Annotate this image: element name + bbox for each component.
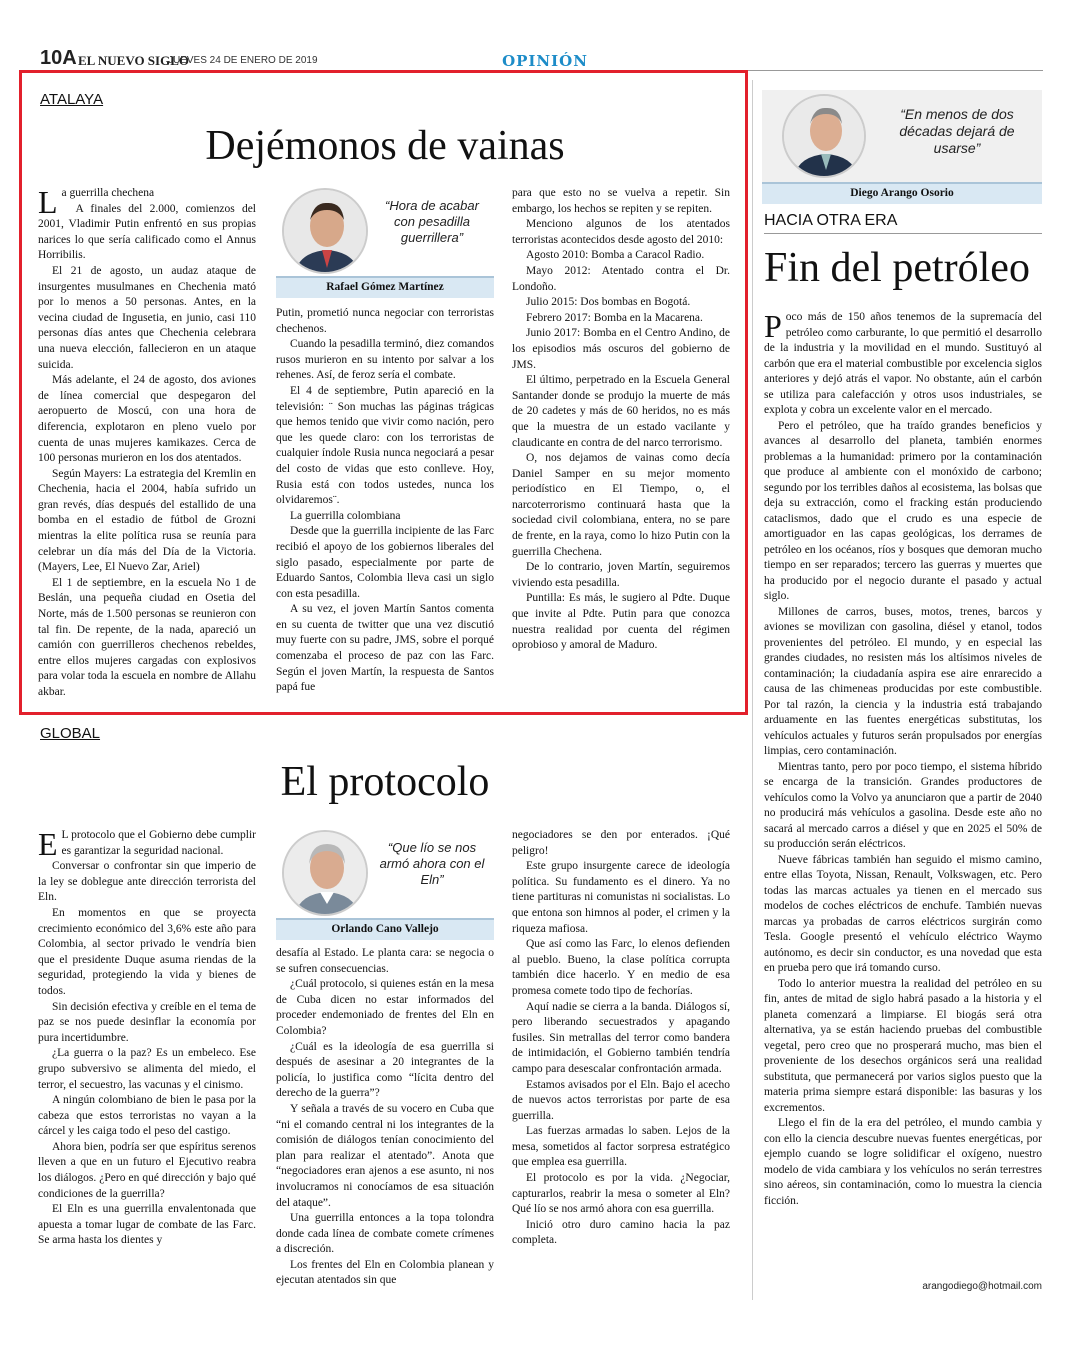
article2-paragraph: Sin decisión efectiva y creíble en el tema de paz se nos puede desinflar la economía por pura incertidumbre. <box>38 1000 256 1044</box>
article2-dropcap: E <box>38 828 58 862</box>
highlight-frame <box>19 70 748 715</box>
article1-paragraph: De lo contrario, joven Martín, seguiremos viviendo esta pesadilla. <box>512 561 730 589</box>
article3-author-name: Diego Arango Osorio <box>762 182 1042 204</box>
article1-paragraph: Puntilla: Es más, le sugiero al Pdte. Duque que invite al Pdte. Putin para que conozca nuestra realidad por cuenta del régimen oprobioso y amoral de Maduro. <box>512 592 730 652</box>
article1-paragraph: Putin, prometió nunca negociar con terroristas chechenos. <box>276 307 494 335</box>
article2-author-name: Orlando Cano Vallejo <box>276 918 494 940</box>
kicker-rule <box>764 233 1042 234</box>
author-portrait-icon <box>784 96 866 178</box>
article1-author-quote: “Hora de acabar con pesadilla guerrillera” <box>385 198 479 245</box>
article1-kicker: ATALAYA <box>40 91 104 108</box>
article2-paragraph: Que así como las Farc, lo elenos defienden al pueblo. Bueno, la clase política corrupta también dice hacerlo. Y en medio de esa promesa comete todo tipo de fechorías. <box>512 938 730 997</box>
article1-paragraph: A su vez, el joven Martín Santos comenta en su cuenta de twitter que una vez discutió muy fuerte con su padre, JMS, sobre el porqué comenzaba el proceso de paz con las Farc. Según el joven Martín, la respuesta de Santos papá fue <box>276 603 494 694</box>
article1-paragraph: El 21 de agosto, un audaz ataque de insurgentes musulmanes en Chechenia mató por lo menos a 50 personas. Antes, en la vecina ciudad de Ingusetia, en junio, casi 110 personas días antes que Chechenia celebrara una nueva elección, fallecieron en un ataque suicida. <box>38 264 256 371</box>
article2-paragraph: El protocolo es por la vida. ¿Negociar, capturarlos, reabrir la mesa o someter al Eln? Qué lío se nos armó ahora con esa guerrilla. <box>512 1172 730 1216</box>
article2-paragraph: Inició otro duro camino hacia la paz completa. <box>512 1218 730 1247</box>
article2-paragraph: Este grupo insurgente carece de ideología política. Su fundamento es el dinero. Ya no tiene partituras ni comunistas ni socialistas. Lo que entona son himnos al poder, el crimen y la riqueza mafiosa. <box>512 860 730 935</box>
article2-paragraph: Conversar o confrontar sin que imperio de la ley se doblegue ante dirección terrorista del Eln. <box>38 860 256 904</box>
article3-author-quote: “En menos de dos décadas dejará de usarse” <box>899 106 1015 156</box>
article3-paragraph: Llego el fin de la era del petróleo, el mundo cambia y con ello la ciencia descubre nuevas fuentes energéticas, por ejemplo cuando se logre solidificar el oxígeno, nuestro modelo de vida cambiara y los vehículos no serán terrestres sino aéreos, sin contaminación, como lo muestra la ciencia ficción. <box>764 1117 1042 1207</box>
article2-paragraph: Las fuerzas armadas lo saben. Lejos de la mesa, sometidos al factor sorpresa estratégico que emplea esa guerrilla. <box>512 1125 730 1169</box>
article3-paragraph: Todo lo anterior muestra la realidad del petróleo en su fin, antes de mitad de siglo habrá pasado a la historia y el planeta comenzará a limpiarse. El biogás será otra alternativa, ya se están haciendo pruebas del combustible vegetal, pero creo que no prosperará mucho, mas bien el proveniente de los desechos orgánicos será una realidad substituta, que permanecerá por varios siglos puesto que la materia prima siempre estará disponible: las basuras y los excrementos. <box>764 977 1042 1114</box>
article1-list-item: Julio 2015: Dos bombas en Bogotá. <box>526 296 691 309</box>
article2-paragraph: Ahora bien, podría ser que espíritus serenos lleven a que en un futuro el Ejecutivo reabra los diálogos. ¿Pero en qué dirección y bajo qué condiciones de la guerrilla? <box>38 1140 256 1200</box>
article2-paragraph: ¿Cuál protocolo, si quienes están en la mesa de Cuba dicen no estar informados del proceder endemoniado de frentes del Eln en Colombia? <box>276 978 494 1037</box>
article3-paragraph: Nueve fábricas también han seguido el mismo camino, entre ellas Toyota, Nissan, Renault, Volkswagen, etc. Pero todas las marcas actuales ya tienen en el mercado sus modelos de coches eléctricos de enchufe. También nuevas marcas ya probadas de carros eléctricos surgirán como Tesla. Google presentó el vehículo eléctrico Waymo autónomo, es decir sin conductor, es una novedad que esta en prueba pero que irá tomando curso. <box>764 853 1042 974</box>
article2-column-1 <box>38 828 256 1294</box>
article1-paragraph: Desde que la guerrilla incipiente de las Farc recibió el apoyo de los gobiernos liberales del siglo pasado, especialmente por parte de Eduardo Santos, Colombia lleva casi un siglo con esta pesadilla. <box>276 525 494 600</box>
article2-paragraph: En momentos en que se proyecta crecimiento económico del 3,6% este año para Colombia, al sector privado le vendría bien que el presidente Duque asuma riendas de la seguridad, protegiendo la vida y bienes de todos. <box>38 906 256 997</box>
article1-paragraph: Menciono algunos de los atentados terroristas acontecidos desde agosto del 2010: <box>512 218 730 246</box>
article2-paragraph: ¿Cuál es la ideología de esa guerrilla si después de asesinar a 20 integrantes de la policía, lo justifica como “lícita dentro del derecho de la guerra”? <box>276 1040 494 1100</box>
article3-paragraph: Millones de carros, buses, motos, trenes, barcos y aviones se movilizan con gasolina, diésel y etanol, todos provenientes del petróleo. El mundo, y en especial las grandes ciudades, no resisten más los altísimos niveles de contaminación; la ciudadanía aspira ese aire enrarecido a causa de las chimeneas producidas por este combustible. Por tal razón, la ciencia y la industria está trabajando arduamente en las fuentes energéticas substitutas, los vehículos actuales y futuros serán propulsados por energías limpias, cero contaminación. <box>764 605 1042 757</box>
article2-paragraph: A ningún colombiano de bien le pasa por la cabeza que estos terroristas no vayan a la cárcel y les caiga todo el peso del castigo. <box>38 1094 256 1138</box>
article3-paragraph: oco más de 150 años tenemos de la supremacía del petróleo como carburante, lo que permitió el desarrollo de la industria y la movilidad en el mundo. Sustituyó al carbón que era el material combustible por excelencia siglos anteriores y dejó atrás el vapor. No obstante, aún el carbón se utiliza para calefacción y otros usos industriales, se explota y cobra un excelente valor en el mercado. <box>764 311 1042 416</box>
article2-author-quote: “Que lío se nos armó ahora con el Eln” <box>379 840 485 887</box>
article1-author-name: Rafael Gómez Martínez <box>276 276 494 298</box>
article2-paragraph: Aquí nadie se cierra a la banda. Diálogos sí, pero liberando secuestrados y apagando fusiles. Sin metrallas del terror como bandera de intimidación, el Gobierno también tendría campo para desescalar confrontación armada. <box>512 1000 730 1075</box>
article2-paragraph: ¿La guerra o la paz? Es un embeleco. Ese grupo subversivo se alimenta del miedo, el terror, el secuestro, las vacunas y el cinismo. <box>38 1047 256 1091</box>
article2-paragraph: L protocolo que el Gobierno debe cumplir es garantizar la seguridad nacional. <box>61 829 256 857</box>
article3-body <box>764 310 1042 1278</box>
article3-dropcap: P <box>764 310 782 344</box>
author-email-link[interactable]: arangodiego@hotmail.com <box>922 1281 1042 1292</box>
article2-paragraph: desafía al Estado. Le planta cara: se negocia o se sufren consecuencias. <box>276 947 494 975</box>
article2-paragraph: El Eln es una guerrilla envalentonada que apuesta a tomar lugar de combate de las Farc. Se arma hasta los dientes y <box>38 1203 256 1247</box>
article1-dropcap: L <box>38 186 58 220</box>
article2-column-3 <box>512 828 730 1294</box>
article3-author-box <box>762 90 1042 202</box>
article1-list-item: Mayo 2012: Atentado contra el Dr. Londoño. <box>512 264 730 293</box>
article1-list-item: Junio 2017: Bomba en el Centro Andino, de los episodios más oscuros del gobierno de JMS. <box>512 327 730 371</box>
article3-paragraph: Mientras tanto, pero por poco tiempo, el sistema híbrido se encarga de la transición. Grandes productores de vehículos como la Volvo ya anunciaron que a partir de 2040 no producirá más vehículos a gasolina. Desde este año no sacará al mercado carros a diésel y que en 2025 el 50% de su producción serán eléctricos. <box>764 760 1042 850</box>
column-divider <box>752 80 753 1300</box>
article1-paragraph: a guerrilla chechena <box>61 187 155 199</box>
article1-paragraph: O, nos dejamos de vainas como decía Daniel Samper en su mejor momento periodístico en El Tiempo, o, el narcoterrorismo continuará hasta que la sociedad civil colombiana, entera, no se pare de frente, en la raya, como lo hizo Putin con la guerrilla Chechena. <box>512 452 730 558</box>
author-portrait-icon <box>284 832 368 916</box>
article1-paragraph: Más adelante, el 24 de agosto, dos aviones de línea comercial que despegaron del aeropuerto de Moscú, con una hora de diferencia, explotaron en pleno vuelo por cuenta de unas mujeres kamikazes. Cerca de 100 personas murieron en los dos atentados. <box>38 374 256 465</box>
article3-kicker: HACIA OTRA ERA <box>764 212 898 229</box>
article2-paragraph: Los frentes del Eln en Colombia planean y ejecutan atentados sin que <box>276 1258 494 1287</box>
section-title: OPINIÓN <box>502 52 588 70</box>
article2-kicker: GLOBAL <box>40 725 101 742</box>
article2-paragraph: negociadores se den por enterados. ¡Qué peligro! <box>512 829 730 857</box>
article2-paragraph: Estamos avisados por el Eln. Bajo el acecho de nuevos actos terroristas por parte de esa guerrilla. <box>512 1078 730 1122</box>
article2-paragraph: Y señala a través de su vocero en Cuba que “ni el comando central ni los integrantes de la comisión de diálogos tenían conocimiento del plan para realizar el atentado”. Anota que “negociadores eran ajenos a ese asunto, ni nos involucramos ni conocíamos de esa situación del ataque”. <box>276 1102 494 1209</box>
page-number: 10A <box>40 47 77 69</box>
article1-paragraph: A finales del 2.000, comienzos del 2001, Vladimir Putin enfrentó en sus propias narices lo que sería calificado como el Annus Horribilis. <box>38 202 256 262</box>
article1-list-item: Febrero 2017: Bomba en la Macarena. <box>526 311 703 324</box>
article2-title: El protocolo <box>280 759 490 805</box>
article2-paragraph: Una guerrilla entonces a la topa tolondra donde cada línea de combate comete crímenes a discreción. <box>276 1212 494 1256</box>
article3-paragraph: Pero el petróleo, que ha traído grandes beneficios y avances al desarrollo del planeta, también enormes problemas a la humanidad: primero por la contaminación que produce al ambiente con el monóxido de carbono; segundo por los terribles daños al ecosistema, las bolsas que deja su extracción, como el fracking están produciendo cataclismos, dado que el crudo es una especie de amortiguador en las capas geológicas, los derrames de petróleo en los océanos, ríos y bosques que demoran mucho tiempo en ser reparados; tercero las guerras y muertes que ha producido por el negocio durante el pasado y actual siglo. <box>764 419 1042 602</box>
article1-list-item: Agosto 2010: Bomba a Caracol Radio. <box>526 249 705 262</box>
newspaper-brand: EL NUEVO SIGLO <box>78 53 189 68</box>
article1-paragraph: El 1 de septiembre, en la escuela No 1 de Beslán, una pequeña ciudad en Osetia del Norte, más de 1.500 personas se reunieron con tal fin. De repente, de la nada, apareció un camión con guerrilleros chechenos rebeldes, entre ellos mujeres cargadas con explosivos para volar toda la escuela en nombre de Allahu akbar. <box>38 576 256 698</box>
author-photo <box>282 830 368 916</box>
article2-author-box <box>276 828 494 940</box>
article2-column-2 <box>276 946 494 1294</box>
author-photo <box>782 94 866 178</box>
article1-paragraph: Según Mayers: La estrategia del Kremlin en Chechenia, hacia el 2004, había sufrido un gran revés, días después del estallido de una bomba en el estadio de fútbol de Grozni mientras la elite política rusa se reunía para celebrar un día más del Día de la Victoria. (Mayers, Lee, El Nuevo Zar, Ariel) <box>38 467 256 574</box>
article1-title: Dejémonos de vainas <box>205 123 565 169</box>
article1-paragraph: para que esto no se vuelva a repetir. Sin embargo, los hechos se repiten y se repiten. <box>512 187 730 215</box>
article1-paragraph: El último, perpetrado en la Escuela General Santander donde se produjo la muerte de más de 20 cadetes y más de 60 heridos, no es más que la muestra de un estado vacilante y claudicante en contra de del narco terrorismo. <box>512 374 730 449</box>
dateline: JUEVES 24 DE ENERO DE 2019 <box>168 55 318 66</box>
article1-paragraph: Cuando la pesadilla terminó, diez comandos rusos murieron en su intento por salvar a los rehenes. Así, de feroz sería el combate. <box>276 338 494 382</box>
article3-title: Fin del petróleo <box>764 245 1030 291</box>
article1-paragraph: El 4 de septiembre, Putin apareció en la televisión: ¨ Son muchas las páginas trágicas que hemos tenido que vivir como nación, pero que les quede claro: con los terroristas de cualquier índole Rusia nunca negociará a pesar del costo de vidas que esto conlleve. Hoy, Rusia está con todos ustedes, nunca los olvidaremos¨. <box>276 384 494 507</box>
article1-subhead: La guerrilla colombiana <box>290 509 401 522</box>
